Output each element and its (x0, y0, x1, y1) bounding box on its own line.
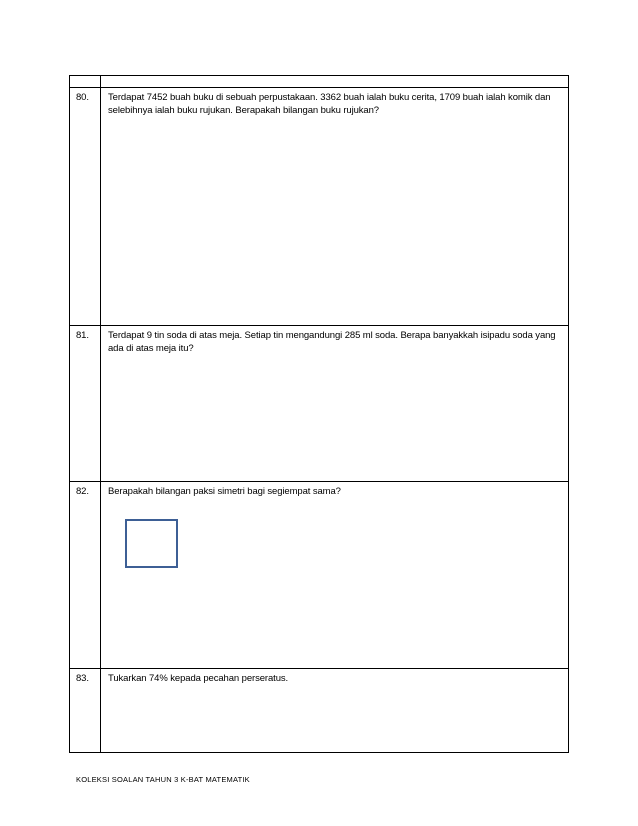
question-row-81 (70, 326, 569, 482)
table-header-row (70, 76, 569, 88)
question-number: 82. (70, 482, 101, 669)
figure-area (108, 498, 560, 598)
header-number-cell (70, 76, 101, 88)
header-question-cell (101, 76, 569, 88)
question-text: Terdapat 7452 buah buku di sebuah perpustakaan. 3362 buah ialah buku cerita, 1709 buah ialah komik dan selebihnya ialah buku rujukan. Berapakah bilangan buku rujukan? (101, 88, 569, 326)
question-text: Terdapat 9 tin soda di atas meja. Setiap tin mengandungi 285 ml soda. Berapa banyakkah isipadu soda yang ada di atas meja itu? (101, 326, 569, 482)
square-figure (125, 519, 178, 568)
question-cell (101, 482, 569, 669)
question-number: 81. (70, 326, 101, 482)
question-row-82 (70, 482, 569, 669)
question-row-83 (70, 669, 569, 753)
question-text: Berapakah bilangan paksi simetri bagi segiempat sama? (108, 486, 341, 497)
question-number: 83. (70, 669, 101, 753)
question-number: 80. (70, 88, 101, 326)
question-text: Tukarkan 74% kepada pecahan perseratus. (101, 669, 569, 753)
question-row-80 (70, 88, 569, 326)
page-footer: KOLEKSI SOALAN TAHUN 3 K-BAT MATEMATIK (76, 775, 250, 784)
question-table (69, 75, 569, 753)
